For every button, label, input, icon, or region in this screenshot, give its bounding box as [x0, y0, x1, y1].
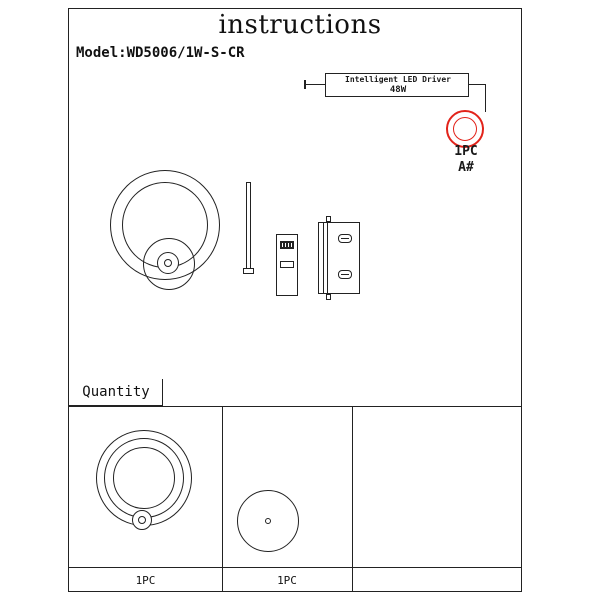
- qty-cell-label-2: 1PC: [277, 574, 297, 587]
- wall-arm-bar: [246, 182, 251, 270]
- driver-power: 48W: [389, 85, 407, 95]
- mounting-plate-screw-slot-bottom: [341, 274, 349, 275]
- led-driver-box: [325, 73, 469, 97]
- qty-cell-label-1: 1PC: [135, 574, 156, 587]
- mounting-plate-tab-bottom: [326, 294, 331, 300]
- mounting-plate: [318, 222, 360, 294]
- wire-right: [469, 84, 486, 85]
- accessory-quantity: 1PC: [454, 144, 478, 159]
- driver-name: Intelligent LED Driver: [345, 75, 451, 84]
- quantity-table-divider-1: [222, 406, 223, 592]
- qty-item-lamp-ring-inner: [113, 447, 175, 509]
- controller-contacts: [280, 241, 294, 249]
- quantity-header-cell: [69, 379, 163, 406]
- quantity-table-divider-2: [352, 406, 353, 592]
- mounting-plate-tab-top: [326, 216, 331, 222]
- quantity-header-label: Quantity: [82, 384, 150, 400]
- wire-down: [485, 84, 486, 112]
- mounting-plate-edge-1: [323, 222, 324, 294]
- controller-slot-bottom: [280, 261, 294, 268]
- qty-item-lamp-hub-dot: [138, 516, 146, 524]
- model-number: Model:WD5006/1W-S-CR: [76, 45, 245, 61]
- quantity-table-bottom-rule: [69, 567, 522, 568]
- quantity-table-top-rule: [69, 406, 522, 407]
- mounting-plate-edge-2: [327, 222, 328, 294]
- wall-arm-foot: [243, 268, 254, 274]
- lamp-hub-dot: [164, 259, 172, 267]
- accessory-code: A#: [458, 160, 474, 175]
- wire-left: [305, 84, 326, 85]
- qty-item-canopy-hole: [265, 518, 271, 524]
- accessory-ring-inner-icon: [453, 117, 477, 141]
- page-title: instructions: [218, 10, 382, 40]
- mounting-plate-screw-slot-top: [341, 238, 349, 239]
